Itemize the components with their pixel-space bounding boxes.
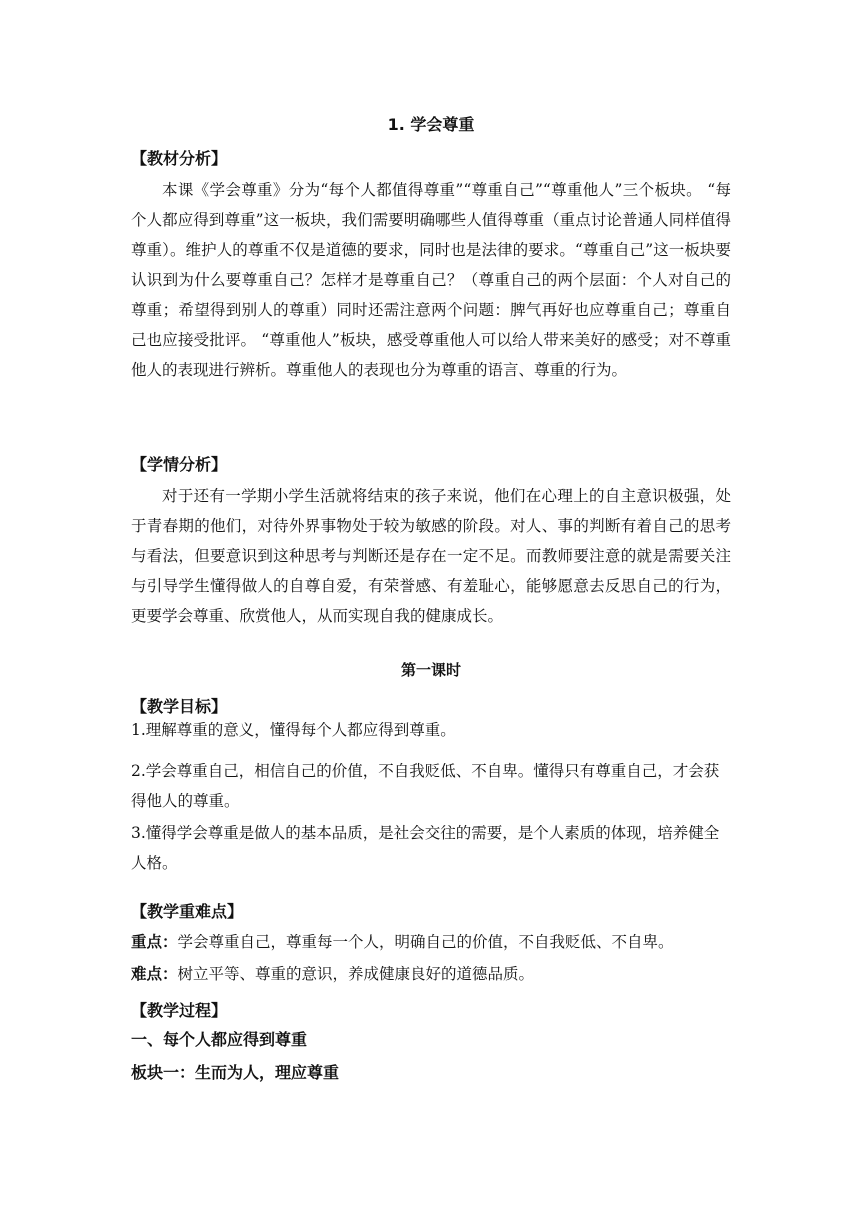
process-part-1: 一、每个人都应得到尊重	[131, 1030, 308, 1049]
section-heading-process: 【教学过程】	[131, 1001, 228, 1020]
section-heading-student-analysis: 【学情分析】	[131, 455, 228, 474]
difficulty-line	[131, 959, 731, 989]
section-heading-goals: 【教学目标】	[131, 697, 228, 716]
process-block-1: 板块一：生而为人，理应尊重	[131, 1063, 340, 1082]
document-title: 1. 学会尊重	[387, 115, 475, 134]
key-point-line	[131, 927, 731, 957]
student-analysis-paragraph: 对于还有一学期小学生活就将结束的孩子来说，他们在心理上的自主意识极强，处于青春期的他们，对待外界事物处于较为敏感的阶段。对人、事的判断有着自己的思考与看法，但要意识到这种思考与判断还是存在一定不足。而教师要注意的就是需要关注与引导学生懂得做人的自尊自爱，有荣誉感、有羞耻心，能够愿意去反思自己的行为，更要学会尊重、欣赏他人，从而实现自我的健康成长。	[131, 487, 731, 625]
difficulty-label: 难点：	[131, 965, 178, 983]
goal-item-3: 3.懂得学会尊重是做人的基本品质，是社会交往的需要，是个人素质的体现，培养健全人格。	[131, 824, 720, 872]
section-heading-textbook-analysis: 【教材分析】	[131, 149, 228, 168]
section-heading-key-points: 【教学重难点】	[131, 902, 244, 921]
key-point-text: 学会尊重自己，尊重每一个人，明确自己的价值，不自我贬低、不自卑。	[177, 933, 674, 951]
goal-item-1: 1.理解尊重的意义，懂得每个人都应得到尊重。	[131, 721, 456, 739]
lesson-heading: 第一课时	[400, 661, 461, 679]
goal-item-2: 2.学会尊重自己，相信自己的价值，不自我贬低、不自卑。懂得只有尊重自己，才会获得他人的尊重。	[131, 762, 720, 810]
key-point-label: 重点：	[131, 933, 178, 951]
difficulty-text: 树立平等、尊重的意识，养成健康良好的道德品质。	[177, 965, 535, 983]
textbook-analysis-paragraph: 本课《学会尊重》分为“每个人都值得尊重”“尊重自己”“尊重他人”三个板块。 “每个人都应得到尊重”这一板块，我们需要明确哪些人值得尊重（重点讨论普通人同样值得尊重）。维护人的尊重不仅是道德的要求，同时也是法律的要求。“尊重自己”这一板块要认识到为什么要尊重自己？怎样才是尊重自己？（尊重自己的两个层面：个人对自己的尊重；希望得到别人的尊重）同时还需注意两个问题：脾气再好也应尊重自己；尊重自己也应接受批评。 “尊重他人”板块，感受尊重他人可以给人带来美好的感受；对不尊重他人的表现进行辨析。尊重他人的表现也分为尊重的语言、尊重的行为。	[131, 181, 731, 379]
